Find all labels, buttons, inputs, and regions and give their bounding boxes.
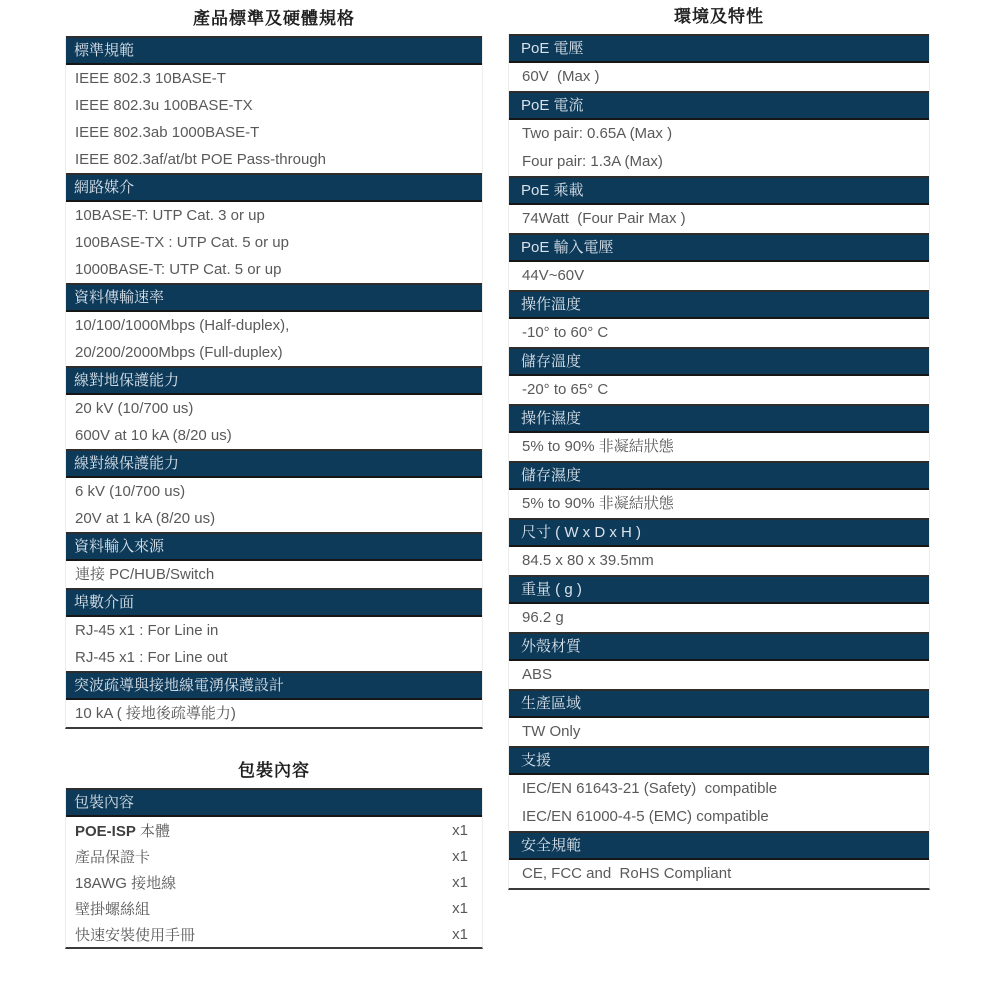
spec-row: 600V at 10 kA (8/20 us) (75, 427, 232, 444)
section-header: 網路媒介 (66, 173, 482, 202)
package-item-name: 產品保證卡 (75, 848, 151, 866)
spec-row: CE, FCC and RoHS Compliant (522, 865, 732, 882)
environment-spec-table (508, 34, 930, 890)
spec-row: -20° to 65° C (522, 381, 609, 398)
section-header: 資料傳輸速率 (66, 283, 482, 312)
section-header: 外殼材質 (509, 632, 929, 661)
section-header: 突波疏導與接地線電湧保護設計 (66, 671, 482, 700)
spec-row: 20V at 1 kA (8/20 us) (75, 510, 216, 527)
spec-row: 10BASE-T: UTP Cat. 3 or up (75, 207, 265, 224)
spec-row: -10° to 60° C (522, 324, 609, 341)
spec-row: 84.5 x 80 x 39.5mm (522, 552, 654, 569)
section-header: PoE 輸入電壓 (509, 233, 929, 262)
section-header: 埠數介面 (66, 588, 482, 617)
package-item-name: POE-ISP 本體 (75, 822, 171, 840)
package-item-row (66, 869, 482, 895)
spec-row: 96.2 g (522, 609, 564, 626)
spec-row: IEEE 802.3ab 1000BASE-T (75, 124, 260, 141)
spec-row: 5% to 90% 非凝結狀態 (522, 438, 674, 455)
package-item-row (66, 921, 482, 947)
package-contents-header: 包裝內容 (66, 788, 482, 817)
section-header: 儲存濕度 (509, 461, 929, 490)
spec-row: RJ-45 x1 : For Line in (75, 622, 219, 639)
section-header: 生產區域 (509, 689, 929, 718)
hardware-spec-table (65, 36, 483, 729)
section-header: 重量 ( g ) (509, 575, 929, 604)
right-column-title: 環境及特性 (674, 7, 764, 26)
section-header: 操作溫度 (509, 290, 929, 319)
spec-row: 74Watt (Four Pair Max ) (522, 210, 686, 227)
section-header: 安全規範 (509, 831, 929, 860)
package-item-row (66, 817, 482, 843)
package-item-name: 18AWG 接地線 (75, 874, 177, 892)
section-header: PoE 電流 (509, 91, 929, 120)
spec-row: IEC/EN 61643-21 (Safety) compatible (522, 780, 778, 797)
package-contents-table (65, 788, 483, 949)
spec-row: 10 kA ( 接地後疏導能力) (75, 705, 236, 722)
spec-row: Two pair: 0.65A (Max ) (522, 125, 673, 142)
package-item-qty: x1 (452, 899, 468, 917)
package-item-qty: x1 (452, 821, 468, 839)
spec-row: 10/100/1000Mbps (Half-duplex), (75, 317, 290, 334)
spec-row: 44V~60V (522, 267, 585, 284)
spec-row: 100BASE-TX : UTP Cat. 5 or up (75, 234, 289, 251)
right-column (508, 6, 930, 890)
spec-row: TW Only (522, 723, 581, 740)
spec-row: 1000BASE-T: UTP Cat. 5 or up (75, 261, 282, 278)
spec-row: 20/200/2000Mbps (Full-duplex) (75, 344, 283, 361)
spec-row: RJ-45 x1 : For Line out (75, 649, 228, 666)
spec-row: 60V (Max ) (522, 68, 600, 85)
spec-row: IEC/EN 61000-4-5 (EMC) compatible (522, 808, 769, 825)
spec-row: 20 kV (10/700 us) (75, 400, 194, 417)
package-contents-rows (66, 817, 482, 947)
package-item-row (66, 895, 482, 921)
spec-row: IEEE 802.3af/at/bt POE Pass-through (75, 151, 326, 168)
section-header: 操作濕度 (509, 404, 929, 433)
package-contents-title: 包裝內容 (238, 761, 310, 780)
package-item-qty: x1 (452, 925, 468, 943)
section-header: 尺寸 ( W x D x H ) (509, 518, 929, 547)
left-column-title: 產品標準及硬體規格 (193, 9, 355, 28)
spec-row: 6 kV (10/700 us) (75, 483, 186, 500)
spec-row: 5% to 90% 非凝結狀態 (522, 495, 674, 512)
section-header: 標準規範 (66, 36, 482, 65)
package-item-row (66, 843, 482, 869)
spec-row: ABS (522, 666, 553, 683)
left-column (65, 8, 483, 949)
section-header: PoE 乘載 (509, 176, 929, 205)
package-item-qty: x1 (452, 873, 468, 891)
package-item-qty: x1 (452, 847, 468, 865)
spec-row: 連接 PC/HUB/Switch (75, 566, 215, 583)
spec-row: IEEE 802.3 10BASE-T (75, 70, 226, 87)
spec-row: Four pair: 1.3A (Max) (522, 153, 663, 170)
package-item-name: 快速安裝使用手冊 (75, 926, 196, 944)
package-item-name: 壁掛螺絲組 (75, 900, 151, 918)
section-header: 線對地保護能力 (66, 366, 482, 395)
section-header: 資料輸入來源 (66, 532, 482, 561)
section-header: PoE 電壓 (509, 34, 929, 63)
section-header: 儲存溫度 (509, 347, 929, 376)
section-header: 線對線保護能力 (66, 449, 482, 478)
section-header: 支援 (509, 746, 929, 775)
spec-row: IEEE 802.3u 100BASE-TX (75, 97, 253, 114)
